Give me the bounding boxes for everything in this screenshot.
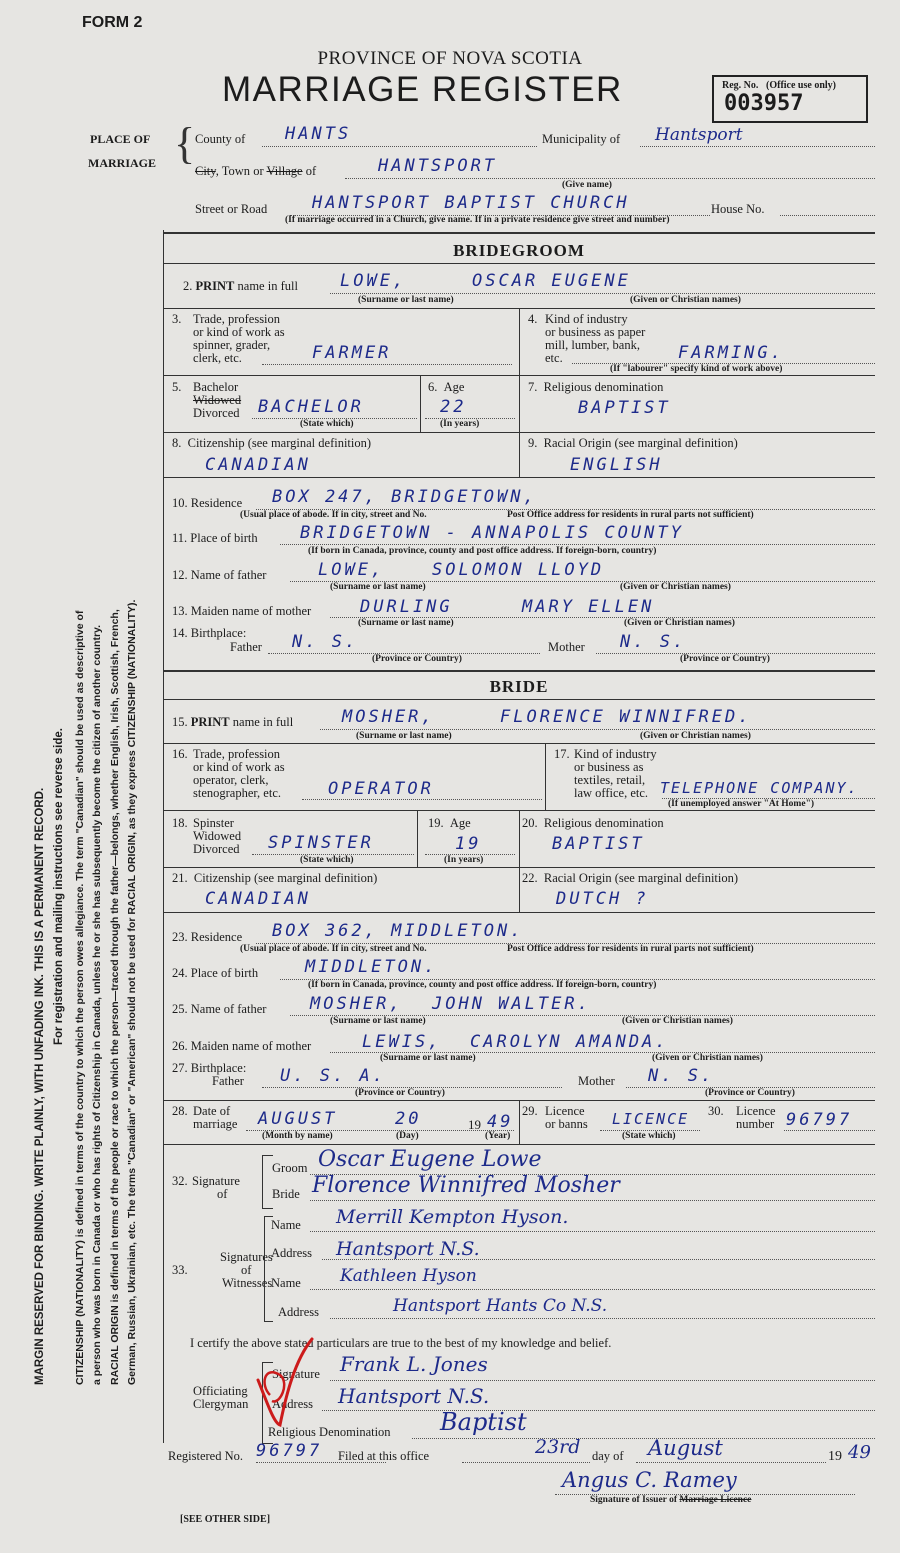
- bride-bp-label-text: Birthplace:: [190, 1061, 247, 1075]
- groom-father-surname: LOWE,: [318, 560, 385, 580]
- year-caption: (Year): [485, 1131, 511, 1141]
- bride-father-given: JOHN WALTER.: [432, 994, 591, 1014]
- bridegroom-heading: BRIDEGROOM: [453, 241, 585, 260]
- w2-address-line: [330, 1318, 875, 1319]
- bride-residence-no: 23.: [172, 930, 188, 944]
- rule: [163, 912, 875, 913]
- clergy-sig-label: Signature: [272, 1367, 320, 1381]
- groom-industry: FARMING.: [678, 343, 784, 363]
- groom-surname: LOWE,: [340, 271, 407, 291]
- groom-racial-label-text: Racial Origin (see marginal definition): [543, 436, 738, 450]
- groom-citizenship-label: [172, 437, 371, 450]
- margin-racial-definition-1: RACIAL ORIGIN is defined in terms of the people or race to which the person—traced through the father—belongs, whether English, Irish, Scottish, French,: [109, 609, 121, 1385]
- groom-industry-label-4: etc.: [545, 351, 563, 365]
- bride-religion-no: 20.: [522, 816, 538, 830]
- house-line: [780, 215, 875, 216]
- groom-sig-label: Groom: [272, 1161, 308, 1175]
- rule: [519, 1100, 520, 1144]
- groom-trade-label-2: or kind of work as: [193, 325, 285, 339]
- or-label: or: [253, 164, 264, 178]
- county-line: [262, 146, 537, 147]
- bride-citizenship-label: [172, 872, 377, 885]
- issuer-caption: [590, 1495, 751, 1505]
- rule: [163, 699, 875, 700]
- w2-name: Kathleen Hyson: [340, 1266, 477, 1286]
- bride-industry-label-3: textiles, retail,: [574, 773, 646, 787]
- groom-father-label: [172, 569, 266, 582]
- place-brace: {: [174, 119, 196, 168]
- municipality-line: [640, 146, 875, 147]
- groom-bp-no: 14.: [172, 626, 188, 640]
- wit-no: 33.: [172, 1263, 188, 1277]
- w2-address: Hantsport Hants Co N.S.: [393, 1296, 608, 1316]
- month-caption: (Month by name): [262, 1131, 333, 1141]
- date-label-1: Date of: [193, 1104, 231, 1118]
- licence-label-1: Licence: [545, 1104, 585, 1118]
- marriage-day: 20: [395, 1109, 422, 1129]
- groom-trade-label-4: clerk, etc.: [193, 351, 242, 365]
- groom-bp-father-caption: (Province or Country): [372, 654, 462, 664]
- bride-given: FLORENCE WINNIFRED.: [500, 707, 752, 727]
- groom-industry-label-2: or business as paper: [545, 325, 646, 339]
- groom-bp-label-1: [172, 627, 246, 640]
- bride-name-label-text: name in full: [232, 715, 294, 729]
- groom-age: 22: [440, 397, 467, 417]
- bride-surname-caption: (Surname or last name): [356, 731, 452, 741]
- municipality-value: Hantsport: [655, 125, 743, 145]
- bride-mother-label: [172, 1040, 311, 1053]
- rule: [163, 670, 875, 672]
- margin-citizenship-definition-1: CITIZENSHIP (NATIONALITY) is defined in terms of the country to which the person owes allegiance. The term "Canadian" should be used as descriptive of: [74, 610, 86, 1385]
- groom-racial-no: 9.: [528, 436, 538, 450]
- groom-birth: BRIDGETOWN - ANNAPOLIS COUNTY: [300, 523, 684, 543]
- issuer-caption-b: Marriage Licence: [679, 1495, 752, 1505]
- w1-name-label: Name: [271, 1218, 301, 1232]
- bride-name-label: [172, 716, 293, 729]
- groom-status-caption: (State which): [300, 419, 354, 429]
- bride-age-no: 19.: [428, 816, 444, 830]
- place-label-2: MARRIAGE: [88, 156, 156, 170]
- bride-industry-label-1: Kind of industry: [574, 747, 657, 761]
- bride-birth-no: 24.: [172, 966, 188, 980]
- clergy-signature: Frank L. Jones: [340, 1352, 488, 1376]
- bride-bp-mother: N. S.: [648, 1066, 715, 1086]
- day-caption: (Day): [396, 1131, 419, 1141]
- county-label: County of: [195, 132, 246, 146]
- page-title: MARRIAGE REGISTER: [222, 70, 623, 109]
- day-of-label: day of: [592, 1449, 624, 1463]
- filed-day: 23rd: [535, 1436, 581, 1458]
- bride-citizenship-no: 21.: [172, 871, 188, 885]
- bride-trade-label-1: Trade, profession: [193, 747, 281, 761]
- groom-father-surname-caption: (Surname or last name): [330, 582, 426, 592]
- bride-bp-mother-label: Mother: [578, 1074, 615, 1088]
- groom-trade-no: 3.: [172, 312, 182, 326]
- groom-trade-label-3: spinner, grader,: [193, 338, 271, 352]
- bride-residence: BOX 362, MIDDLETON.: [272, 921, 524, 941]
- village-struck: Village: [266, 164, 303, 178]
- filed-day-line: [462, 1462, 590, 1463]
- groom-name-label-text: name in full: [237, 279, 298, 293]
- margin-binding-note: MARGIN RESERVED FOR BINDING. WRITE PLAINLY, WITH UNFADING INK. THIS IS A PERMANENT RECORD.: [34, 787, 46, 1385]
- municipality-label: Municipality of: [542, 132, 621, 146]
- groom-age-caption: (In years): [440, 419, 480, 429]
- bride-racial-no: 22.: [522, 871, 538, 885]
- bride-age-label-text: Age: [449, 816, 471, 830]
- bride-bp-father: U. S. A.: [280, 1066, 386, 1086]
- margin-racial-definition-2: German, Russian, Ukrainian, etc. The terms "Canadian" or "American" should not be used for RACIAL ORIGIN, as they express CITIZENSHIP (NATIONALITY).: [126, 599, 138, 1385]
- margin-citizenship-definition-2: a person who was born in Canada or who has rights of Citizenship in Canada, unless he or she has subsequently become the citizen of another country.: [91, 624, 103, 1385]
- date-label-2: marriage: [193, 1117, 238, 1131]
- bride-status-label-2: Widowed: [193, 829, 242, 843]
- groom-signature: Oscar Eugene Lowe: [318, 1147, 542, 1172]
- groom-racial: ENGLISH: [570, 455, 663, 475]
- groom-residence-caption-1: (Usual place of abode. If in city, street and No.: [240, 510, 427, 520]
- filed-month: August: [648, 1436, 723, 1460]
- date-no: 28.: [172, 1104, 188, 1118]
- rule: [519, 432, 520, 477]
- bride-given-caption: (Given or Christian names): [640, 731, 751, 741]
- groom-birth-label: [172, 532, 258, 545]
- bride-sig-label: Bride: [272, 1187, 300, 1201]
- bride-racial-label-text: Racial Origin (see marginal definition): [543, 871, 739, 885]
- groom-mother-given: MARY ELLEN: [522, 597, 655, 617]
- bride-age: 19: [455, 834, 482, 854]
- reg-no-label: Reg. No.: [722, 80, 759, 91]
- groom-citizenship-no: 8.: [172, 436, 182, 450]
- groom-name-line: [330, 293, 875, 294]
- groom-residence-label-text: Residence: [190, 496, 243, 510]
- clergy-sig-line: [330, 1380, 875, 1381]
- groom-birth-line: [280, 544, 875, 545]
- bride-residence-label: [172, 931, 242, 944]
- groom-trade: FARMER: [312, 343, 392, 363]
- groom-status-label-1: Bachelor: [193, 380, 239, 394]
- licence-no: 29.: [522, 1104, 538, 1118]
- bride-trade-label-3: operator, clerk,: [193, 773, 269, 787]
- bride-racial: DUTCH ?: [556, 889, 649, 909]
- bride-father-label: [172, 1003, 266, 1016]
- certify-statement: I certify the above stated particulars are true to the best of my knowledge and belief.: [190, 1336, 612, 1350]
- sig-no: 32.: [172, 1174, 188, 1188]
- form-number: FORM 2: [82, 14, 143, 31]
- groom-name-no: 2.: [183, 279, 193, 293]
- groom-age-label-text: Age: [443, 380, 465, 394]
- groom-father-no: 12.: [172, 568, 188, 582]
- county-value: HANTS: [285, 124, 352, 144]
- rule: [163, 1144, 875, 1145]
- city-struck: City: [195, 164, 216, 178]
- w2-name-label: Name: [271, 1276, 301, 1290]
- rule: [417, 810, 418, 867]
- marriage-month: AUGUST: [258, 1109, 338, 1129]
- town-label: , Town: [215, 164, 251, 178]
- bride-father-label-text: Name of father: [190, 1002, 267, 1016]
- groom-mother-label: [172, 605, 311, 618]
- give-name-caption: (Give name): [562, 180, 612, 190]
- bride-racial-label: [522, 872, 738, 885]
- bride-father-no: 25.: [172, 1002, 188, 1016]
- sig-label-1: Signature: [192, 1174, 240, 1188]
- bride-residence-label-text: Residence: [190, 930, 243, 944]
- house-label: House No.: [711, 202, 765, 216]
- groom-status-no: 5.: [172, 380, 182, 394]
- groom-residence-label: [172, 497, 242, 510]
- bride-status-label-3: Divorced: [193, 842, 240, 856]
- clergy-denomination: Baptist: [440, 1408, 527, 1436]
- wit-label-3: Witnesses: [222, 1276, 273, 1290]
- bride-print-label: PRINT: [190, 715, 230, 729]
- bride-trade: OPERATOR: [328, 779, 434, 799]
- bride-birth-label: [172, 967, 258, 980]
- groom-religion-label-text: Religious denomination: [543, 380, 664, 394]
- bride-trade-no: 16.: [172, 747, 188, 761]
- licence-caption: (State which): [622, 1131, 676, 1141]
- bride-birth-label-text: Place of birth: [190, 966, 259, 980]
- sig-label-2: of: [217, 1187, 228, 1201]
- groom-bp-mother: N. S.: [620, 632, 687, 652]
- groom-age-no: 6.: [428, 380, 438, 394]
- bride-bp-father-caption: (Province or Country): [355, 1088, 445, 1098]
- rule: [545, 743, 546, 810]
- reg-no-box: [712, 75, 868, 123]
- bride-age-label: [428, 817, 471, 830]
- street-value: HANTSPORT BAPTIST CHURCH: [312, 193, 630, 213]
- bride-age-caption: (In years): [444, 855, 484, 865]
- bride-bp-label-2: Father: [212, 1074, 244, 1088]
- bride-status-no: 18.: [172, 816, 188, 830]
- groom-religion: BAPTIST: [578, 398, 671, 418]
- groom-religion-no: 7.: [528, 380, 538, 394]
- groom-status: BACHELOR: [258, 397, 364, 417]
- bride-trade-label-2: or kind of work as: [193, 760, 285, 774]
- rule: [519, 308, 520, 375]
- groom-trade-label-1: Trade, profession: [193, 312, 281, 326]
- groom-father-given-caption: (Given or Christian names): [620, 582, 731, 592]
- registered-no: 96797: [256, 1441, 323, 1461]
- bride-sig-line: [310, 1200, 875, 1201]
- groom-trade-line: [262, 364, 512, 365]
- marriage-year-prefix: 19: [468, 1117, 481, 1132]
- bride-mother-given: CAROLYN AMANDA.: [470, 1032, 669, 1052]
- clergy-label-1: Officiating: [193, 1384, 248, 1398]
- town-value: HANTSPORT: [378, 156, 498, 176]
- street-caption: (If marriage occurred in a Church, give name. If in a private residence give street and number): [285, 215, 670, 225]
- bride-birth-caption: (If born in Canada, province, county and post office address. If foreign-born, country): [308, 980, 657, 990]
- w1-address-label: Address: [271, 1246, 312, 1260]
- bride-religion-label-text: Religious denomination: [543, 816, 664, 830]
- groom-status-label-3: Divorced: [193, 406, 240, 420]
- groom-print-label: PRINT: [195, 279, 235, 293]
- groom-bp-label-2: Father: [230, 640, 262, 654]
- filed-year-prefix: 19: [828, 1449, 842, 1464]
- bride-mother-surname: LEWIS,: [362, 1032, 442, 1052]
- province-heading: PROVINCE OF NOVA SCOTIA: [317, 48, 583, 69]
- groom-given: OSCAR EUGENE: [472, 271, 631, 291]
- bride-father-surname-caption: (Surname or last name): [330, 1016, 426, 1026]
- clergy-address-line: [322, 1410, 875, 1411]
- bride-religion: BAPTIST: [552, 834, 645, 854]
- groom-residence-no: 10.: [172, 496, 188, 510]
- registered-no-label: Registered No.: [168, 1449, 243, 1463]
- rule: [163, 477, 875, 478]
- groom-given-caption: (Given or Christian names): [630, 295, 741, 305]
- bride-trade-line: [302, 799, 542, 800]
- rule: [163, 743, 875, 744]
- licence-label-2: or banns: [545, 1117, 588, 1131]
- licence-number: 96797: [786, 1110, 853, 1130]
- bride-industry: TELEPHONE COMPANY.: [660, 779, 859, 797]
- street-label: Street or Road: [195, 202, 268, 216]
- groom-citizenship-label-text: Citizenship (see marginal definition): [187, 436, 372, 450]
- bride-mother-label-text: Maiden name of mother: [190, 1039, 312, 1053]
- rule: [420, 375, 421, 432]
- bride-industry-label-4: law office, etc.: [574, 786, 649, 800]
- place-label-1: PLACE OF: [90, 132, 151, 146]
- groom-mother-surname: DURLING: [360, 597, 453, 617]
- w2-name-line: [310, 1289, 875, 1290]
- groom-birth-label-text: Place of birth: [190, 531, 258, 545]
- bride-religion-label: [522, 817, 664, 830]
- bride-citizenship: CANADIAN: [205, 889, 311, 909]
- bride-father-surname: MOSHER,: [310, 994, 403, 1014]
- groom-bp-mother-caption: (Province or Country): [680, 654, 770, 664]
- bride-name-no: 15.: [172, 715, 188, 729]
- licence-value: LICENCE: [612, 1110, 690, 1128]
- rule: [163, 263, 875, 264]
- bride-surname: MOSHER,: [342, 707, 435, 727]
- groom-father-label-text: Name of father: [190, 568, 267, 582]
- clergy-denom-label: Religious Denomination: [268, 1425, 391, 1439]
- licence-number-label-2: number: [736, 1117, 775, 1131]
- filed-year: 49: [848, 1442, 871, 1463]
- marriage-year: 49: [487, 1112, 514, 1132]
- margin-instructions-note: For registration and mailing instructions see reverse side.: [53, 728, 65, 1045]
- bride-heading: BRIDE: [489, 677, 549, 696]
- groom-mother-label-text: Maiden name of mother: [190, 604, 312, 618]
- licence-number-label-1: Licence: [736, 1104, 776, 1118]
- groom-religion-label: [528, 381, 663, 394]
- rule: [519, 375, 520, 432]
- groom-industry-label-1: Kind of industry: [545, 312, 628, 326]
- bride-mother-given-caption: (Given or Christian names): [652, 1053, 763, 1063]
- groom-birth-caption: (If born in Canada, province, county and post office address. If foreign-born, country): [308, 546, 657, 556]
- licence-number-line: [784, 1130, 875, 1131]
- filed-month-line: [636, 1462, 826, 1463]
- groom-bp-father: N. S.: [292, 632, 359, 652]
- w1-name: Merrill Kempton Hyson.: [336, 1206, 569, 1228]
- bride-father-given-caption: (Given or Christian names): [622, 1016, 733, 1026]
- groom-racial-label: [528, 437, 738, 450]
- groom-industry-no: 4.: [528, 312, 538, 326]
- groom-mother-given-caption: (Given or Christian names): [624, 618, 735, 628]
- groom-name-label: [183, 280, 298, 293]
- of-label: of: [305, 164, 317, 178]
- bride-birth: MIDDLETON.: [305, 957, 438, 977]
- bride-trade-label-4: stenographer, etc.: [193, 786, 282, 800]
- groom-residence: BOX 247, BRIDGETOWN,: [272, 487, 537, 507]
- bride-signature: Florence Winnifred Mosher: [312, 1173, 620, 1198]
- town-line: [345, 178, 875, 179]
- w1-address: Hantsport N.S.: [336, 1238, 480, 1260]
- clergy-denom-line: [412, 1438, 875, 1439]
- issuer-signature: Angus C. Ramey: [562, 1468, 737, 1492]
- bride-status: SPINSTER: [268, 833, 374, 853]
- bride-mother-surname-caption: (Surname or last name): [380, 1053, 476, 1063]
- clergy-address-label: Address: [272, 1397, 313, 1411]
- reg-no-note: (Office use only): [766, 80, 836, 91]
- bride-status-label-1: Spinster: [193, 816, 234, 830]
- filed-label: Filed at this office: [338, 1449, 430, 1463]
- groom-birth-no: 11.: [172, 531, 188, 545]
- rule: [519, 810, 520, 867]
- groom-father-given: SOLOMON LLOYD: [432, 560, 605, 580]
- groom-residence-caption-2: Post Office address for residents in rural parts not sufficient): [507, 510, 754, 520]
- clergy-label-2: Clergyman: [193, 1397, 249, 1411]
- bride-residence-caption-1: (Usual place of abode. If in city, street and No.: [240, 944, 427, 954]
- groom-bp-label-text: Birthplace:: [190, 626, 247, 640]
- rule: [163, 232, 875, 234]
- bride-bp-mother-caption: (Province or Country): [705, 1088, 795, 1098]
- groom-age-label: [428, 381, 464, 394]
- bride-industry-no: 17.: [554, 747, 570, 761]
- bride-name-line: [320, 729, 875, 730]
- red-check-mark-icon: [250, 1335, 320, 1430]
- bride-industry-label-2: or business as: [574, 760, 644, 774]
- wit-label-1: Signatures: [220, 1250, 273, 1264]
- bride-bp-no: 27.: [172, 1061, 188, 1075]
- groom-citizenship: CANADIAN: [205, 455, 311, 475]
- groom-mother-no: 13.: [172, 604, 188, 618]
- groom-surname-caption: (Surname or last name): [358, 295, 454, 305]
- groom-status-label-2: Widowed: [193, 393, 242, 407]
- groom-industry-label-3: mill, lumber, bank,: [545, 338, 640, 352]
- bride-residence-caption-2: Post Office address for residents in rural parts not sufficient): [507, 944, 754, 954]
- clergy-address: Hantsport N.S.: [338, 1384, 490, 1408]
- reg-no-value: 003957: [724, 91, 804, 116]
- issuer-caption-a: Signature of Issuer of: [590, 1495, 678, 1505]
- groom-mother-surname-caption: (Surname or last name): [358, 618, 454, 628]
- rule: [519, 867, 520, 912]
- wit-label-2: of: [241, 1263, 252, 1277]
- see-other-side: [SEE OTHER SIDE]: [180, 1514, 271, 1525]
- w1-name-line: [310, 1231, 875, 1232]
- w2-address-label: Address: [278, 1305, 319, 1319]
- licence-number-no: 30.: [708, 1104, 724, 1118]
- town-label-row: [195, 165, 316, 178]
- bride-citizenship-label-text: Citizenship (see marginal definition): [193, 871, 378, 885]
- bride-mother-no: 26.: [172, 1039, 188, 1053]
- groom-industry-caption: (If "labourer" specify kind of work above): [610, 364, 783, 374]
- bride-industry-caption: (If unemployed answer "At Home"): [668, 799, 815, 809]
- groom-bp-mother-label: Mother: [548, 640, 585, 654]
- bride-status-caption: (State which): [300, 855, 354, 865]
